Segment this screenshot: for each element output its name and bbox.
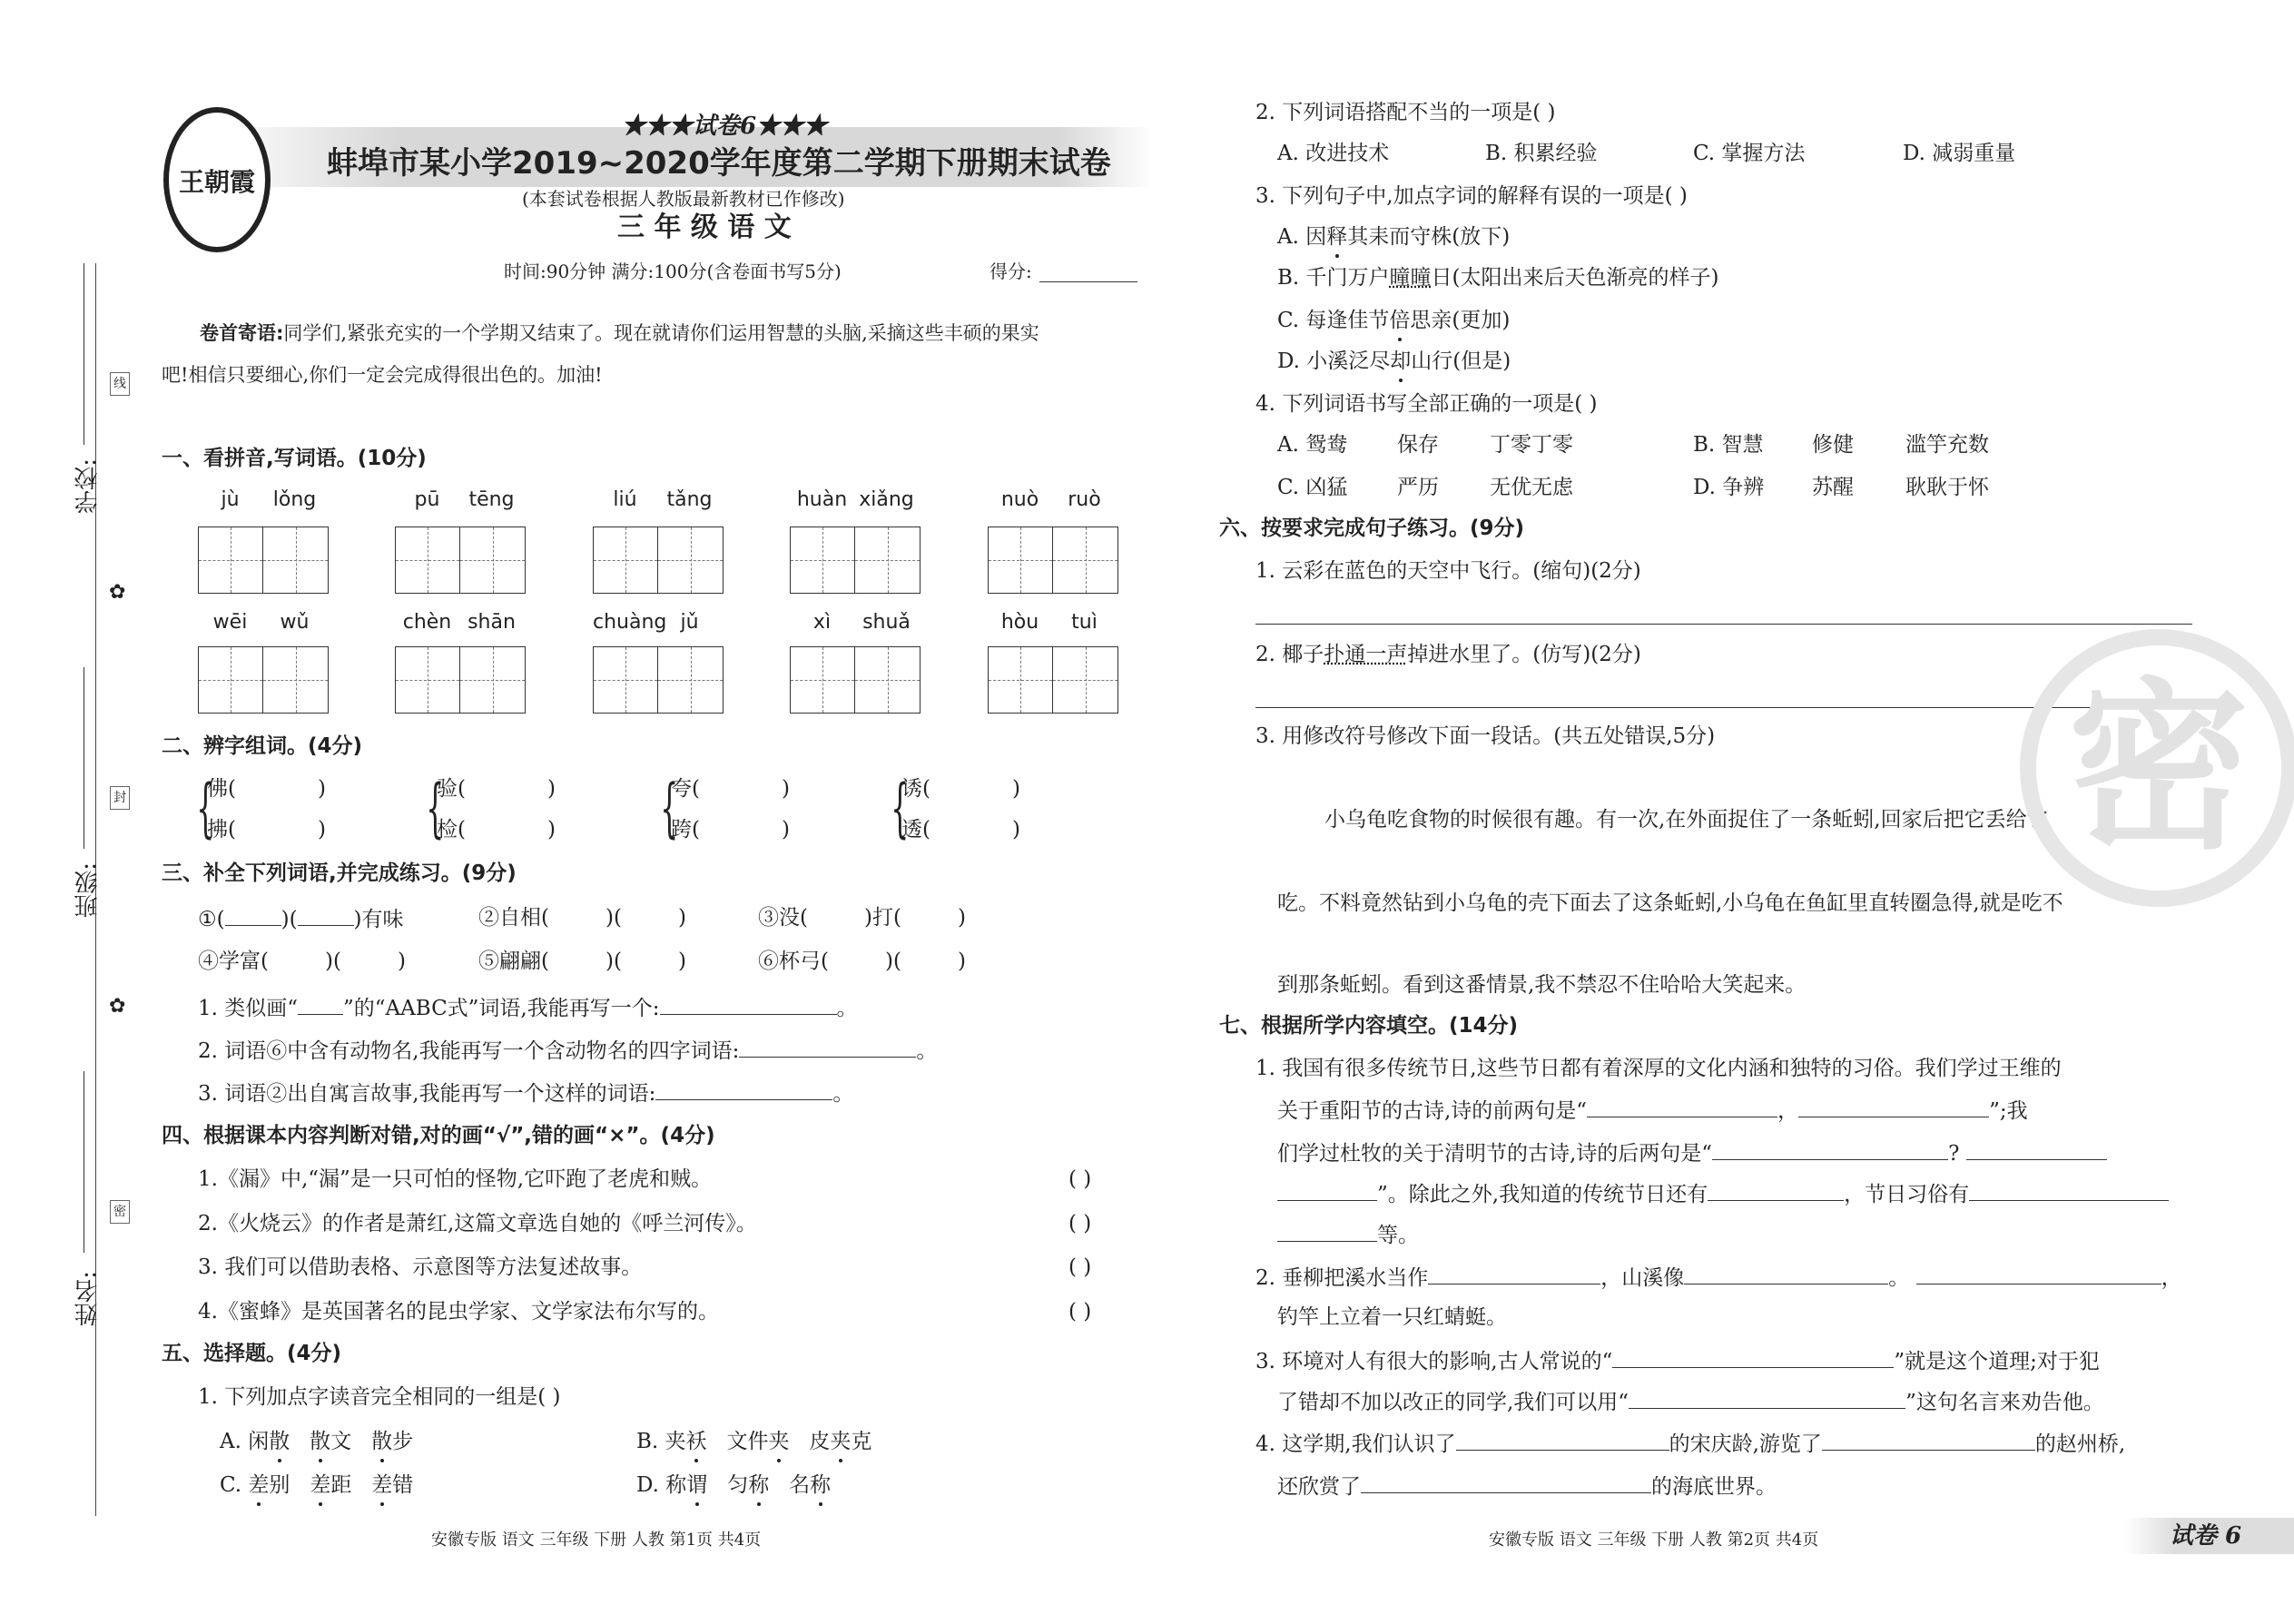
answer-blank[interactable]: [1798, 1096, 1989, 1117]
word-pair-item[interactable]: [901, 775, 1020, 802]
grid-cell[interactable]: [263, 647, 328, 713]
option-d[interactable]: D. 小溪泛尽却山行(但是): [1277, 349, 1511, 373]
answer-blank[interactable]: [1456, 1429, 1669, 1451]
s7-q1-line: 们学过杜牧的关于清明节的古诗,诗的后两句是“ ?: [1277, 1138, 2107, 1167]
answer-blank[interactable]: [1361, 1471, 1651, 1493]
idiom-text: ): [677, 906, 686, 930]
paper-tag: 试卷 6: [2124, 1518, 2294, 1554]
idiom-text: )(: [281, 908, 298, 931]
option-a[interactable]: A. 改进技术: [1277, 142, 1390, 165]
paren-close: ): [317, 777, 326, 801]
answer-blank[interactable]: [1822, 1429, 2035, 1451]
grid-cell[interactable]: [791, 647, 855, 713]
judgement-item: 4.《蜜蜂》是英国著名的昆虫学家、文学家法布尔写的。: [198, 1299, 719, 1324]
s3-question-3: 3. 词语②出自寓言故事,我能再写一个这样的词语: 。: [198, 1078, 853, 1107]
option-c[interactable]: C. 每逢佳节倍思亲(更加): [1277, 309, 1511, 332]
writing-grid[interactable]: [198, 527, 329, 594]
section-3-title: 三、补全下列词语,并完成练习。(9分): [162, 861, 517, 885]
paragraph-line: 吃。不料竟然钻到小乌龟的壳下面去了这条蚯蚓,小乌龟在鱼缸里直转圈急得,就是吃不: [1277, 891, 2063, 915]
paren-close: ): [1011, 818, 1020, 842]
watermark-seal: 密: [2020, 629, 2294, 907]
idiom-item[interactable]: [758, 904, 966, 931]
idiom-item[interactable]: [478, 904, 686, 931]
word-pair-item[interactable]: [437, 816, 556, 843]
page-footer: 安徽专版 语文 三年级 下册 人教 第2页 共4页: [1489, 1530, 1819, 1550]
pinyin-label: wēi: [212, 611, 248, 634]
page-footer: 安徽专版 语文 三年级 下册 人教 第1页 共4页: [431, 1530, 762, 1550]
idiom-text: ): [957, 906, 966, 930]
name-label: 姓名:: [74, 1271, 102, 1326]
answer-paren[interactable]: ( ): [1068, 1167, 1092, 1191]
s7-q3-line: 了错却不加以改正的同学,我们可以用“ ”这句名言来劝告他。: [1277, 1387, 2104, 1416]
idiom-text: ): [677, 950, 686, 973]
answer-blank[interactable]: [1684, 1263, 1888, 1284]
s6-question-3: 3. 用修改符号修改下面一段话。(共五处错误,5分): [1255, 724, 1716, 748]
idiom-text: )(: [324, 950, 341, 973]
option-word: 耿耿于怀: [1905, 476, 1989, 499]
score-field[interactable]: [1039, 281, 1137, 282]
answer-blank[interactable]: [1428, 1263, 1600, 1284]
option-word: 滥竽充数: [1905, 433, 1989, 457]
pinyin-label: pū: [414, 488, 440, 511]
grid-cell[interactable]: [263, 527, 328, 593]
s7-q2-line: 2. 垂柳把溪水当作 ，山溪像 。 ，: [1255, 1263, 2182, 1292]
grid-cell[interactable]: [199, 647, 263, 713]
s6-question-2: 2. 椰子扑通一声掉进水里了。(仿写)(2分): [1255, 643, 1641, 666]
subject-title: 三 年 级 语 文: [617, 212, 792, 243]
idiom-item[interactable]: [198, 948, 406, 975]
pinyin-label: nuò: [1000, 488, 1039, 511]
char-label: 检(: [437, 818, 466, 842]
grid-cell[interactable]: [989, 647, 1053, 713]
word-pair-item[interactable]: [207, 775, 326, 802]
char-label: 透(: [901, 818, 930, 842]
s7-q1-line: 等。: [1277, 1220, 1419, 1249]
intro-text: 吧!相信只要细心,你们一定会完成得很出色的。加油!: [162, 364, 603, 386]
school-label: 学校:: [74, 458, 102, 514]
idiom-text: ): [957, 950, 966, 973]
word-pair-item[interactable]: [671, 816, 790, 843]
section-2-title: 二、辨字组词。(4分): [162, 734, 363, 758]
section-7-title: 七、根据所学内容填空。(14分): [1219, 1014, 1519, 1038]
grid-cell[interactable]: [594, 527, 658, 593]
paren-close: ): [781, 818, 790, 842]
pinyin-label: hòu: [1000, 611, 1039, 634]
s7-q4-line: 4. 这学期,我们认识了 的宋庆龄,游览了 的赵州桥,: [1255, 1429, 2125, 1458]
option-d[interactable]: D. 减弱重量: [1903, 142, 2016, 165]
grid-cell[interactable]: [658, 647, 723, 713]
idiom-text: ④学富(: [198, 950, 269, 973]
flower-icon: ✿: [109, 995, 126, 1018]
pinyin-label: tēng: [468, 488, 515, 511]
grid-cell[interactable]: [989, 527, 1053, 593]
pinyin-label: tǎng: [666, 488, 713, 511]
option-word: 严历: [1397, 476, 1439, 499]
idiom-item[interactable]: [758, 948, 966, 975]
option-c[interactable]: C. 差别 差距 差错: [220, 1473, 414, 1497]
pinyin-label: xì: [812, 611, 832, 634]
class-label: 班级:: [74, 862, 102, 918]
option-word: 修健: [1812, 433, 1854, 457]
brace-icon: {: [196, 771, 215, 845]
idiom-text: ⑥杯弓(: [758, 950, 829, 973]
pinyin-label: shuǎ: [862, 611, 911, 634]
s7-q2-line: 钓竿上立着一只红蜻蜓。: [1277, 1305, 1507, 1329]
pinyin-label: tuì: [1071, 611, 1098, 634]
s5-question-2: 2. 下列词语搭配不当的一项是( ): [1255, 101, 1556, 124]
section-6-title: 六、按要求完成句子练习。(9分): [1219, 517, 1525, 540]
option-b[interactable]: B. 积累经验: [1485, 142, 1598, 165]
pinyin-label: chuàng: [593, 611, 667, 634]
option-d[interactable]: D. 称谓 匀称 名称: [636, 1473, 832, 1497]
option-b[interactable]: B. 智慧: [1693, 433, 1764, 457]
answer-blank[interactable]: [1708, 1179, 1844, 1201]
answer-blank[interactable]: [1916, 1263, 2161, 1284]
judgement-item: 1.《漏》中,“漏”是一只可怕的怪物,它吓跑了老虎和贼。: [198, 1167, 713, 1191]
option-a[interactable]: A. 闲散 散文 散步: [220, 1430, 414, 1453]
writing-grid[interactable]: [988, 527, 1118, 594]
idiom-text: ②自相(: [478, 906, 549, 930]
option-word: 保存: [1397, 433, 1439, 457]
answer-blank[interactable]: [1277, 1179, 1377, 1201]
s6-question-1: 1. 云彩在蓝色的天空中飞行。(缩句)(2分): [1255, 559, 1641, 583]
paren-close: ): [317, 818, 326, 842]
writing-grid[interactable]: [593, 527, 724, 594]
word-pair-item[interactable]: [207, 816, 326, 843]
seal-mark: 密: [110, 1200, 130, 1224]
answer-blank[interactable]: [1969, 1179, 2169, 1201]
paren-close: ): [546, 818, 556, 842]
grid-cell[interactable]: [1053, 647, 1117, 713]
idiom-text: )打(: [863, 906, 901, 930]
idiom-text: ⑤翩翩(: [478, 950, 549, 973]
brace-icon: {: [891, 771, 910, 845]
s5-question-1: 1. 下列加点字读音完全相同的一组是( ): [198, 1385, 561, 1409]
idiom-text: ): [397, 950, 406, 973]
grid-cell[interactable]: [1053, 527, 1117, 593]
idiom-item[interactable]: [198, 904, 404, 933]
answer-blank[interactable]: [739, 1036, 916, 1058]
char-label: 夸(: [671, 777, 700, 801]
section-5-title: 五、选择题。(4分): [162, 1342, 342, 1365]
writing-grid[interactable]: [395, 646, 526, 714]
option-d[interactable]: D. 争辨: [1693, 476, 1765, 499]
pinyin-label: chèn: [402, 611, 452, 634]
writing-grid[interactable]: [395, 527, 526, 594]
grid-cell[interactable]: [396, 647, 460, 713]
pinyin-label: huàn: [796, 488, 848, 511]
s7-q4-line: 还欣赏了 的海底世界。: [1277, 1471, 1777, 1501]
exam-meta: 时间:90分钟 满分:100分(含卷面书写5分): [504, 261, 842, 282]
option-word: 苏醒: [1812, 476, 1854, 499]
judgement-item: 2.《火烧云》的作者是萧红,这篇文章选自她的《呼兰河传》。: [198, 1211, 757, 1235]
option-c[interactable]: C. 凶猛: [1277, 476, 1348, 499]
writing-grid[interactable]: [790, 646, 921, 714]
writing-grid[interactable]: [593, 646, 724, 714]
writing-grid[interactable]: [198, 646, 329, 714]
grid-cell[interactable]: [396, 527, 460, 593]
brace-icon: {: [660, 771, 679, 845]
pinyin-label: lǒng: [272, 488, 317, 511]
answer-paren[interactable]: ( ): [1068, 1299, 1092, 1324]
idiom-text: )有味: [353, 908, 404, 931]
idiom-text: )(: [884, 950, 901, 973]
judgement-item: 3. 我们可以借助表格、示意图等方法复述故事。: [198, 1255, 643, 1279]
grid-cell[interactable]: [855, 527, 920, 593]
intro-text: 卷首寄语:同学们,紧张充实的一个学期又结束了。现在就请你们运用智慧的头脑,采摘这些丰硕的果实: [200, 322, 1039, 344]
answer-blank[interactable]: [1629, 1387, 1905, 1409]
word-pair-item[interactable]: [901, 816, 1020, 843]
option-word: 丁零丁零: [1490, 433, 1573, 457]
seal-mark: 线: [110, 372, 130, 396]
answer-blank[interactable]: [655, 1078, 832, 1100]
char-label: 佛(: [207, 777, 236, 801]
option-b[interactable]: B. 夹袄 文件夹 皮夹克: [636, 1430, 872, 1453]
idiom-text: )(: [605, 906, 622, 930]
char-label: 诱(: [901, 777, 930, 801]
answer-blank[interactable]: [1966, 1138, 2107, 1160]
pinyin-label: liú: [613, 488, 637, 511]
score-label: 得分:: [989, 261, 1032, 282]
paren-close: ): [546, 777, 556, 801]
grid-cell[interactable]: [658, 527, 723, 593]
s7-q1-line: 关于重阳节的古诗,诗的前两句是“ ， ”;我: [1277, 1096, 2028, 1125]
word-pair-item[interactable]: [437, 775, 556, 802]
paren-close: ): [1011, 777, 1020, 801]
section-4-title: 四、根据课本内容判断对错,对的画“√”,错的画“×”。(4分): [162, 1124, 715, 1147]
pinyin-label: jù: [221, 488, 240, 511]
answer-paren[interactable]: ( ): [1068, 1211, 1092, 1235]
idiom-text: )(: [605, 950, 622, 973]
idiom-text: ③没(: [758, 906, 808, 930]
pinyin-label: ruò: [1068, 488, 1101, 511]
pinyin-label: wǔ: [280, 611, 310, 634]
idiom-item[interactable]: [478, 948, 686, 975]
char-label: 验(: [437, 777, 466, 801]
answer-blank[interactable]: [660, 993, 837, 1015]
s3-question-2: 2. 词语⑥中含有动物名,我能再写一个含动物名的四字词语: 。: [198, 1036, 937, 1065]
option-b[interactable]: B. 千门万户曈曈日(太阳出来后天色渐亮的样子): [1277, 266, 1719, 290]
answer-blank[interactable]: [1277, 1220, 1377, 1242]
paper-badge: ★★★试卷6★★★: [622, 113, 828, 140]
s7-q1-line: ”。除此之外,我知道的传统节日还有 ，节日习俗有: [1277, 1179, 2169, 1208]
s5-question-3: 3. 下列句子中,加点字词的解释有误的一项是( ): [1255, 184, 1688, 208]
grid-cell[interactable]: [460, 647, 525, 713]
idiom-blank[interactable]: [298, 904, 354, 926]
s7-q3-line: 3. 环境对人有很大的影响,古人常说的“ ”就是这个道理;对于犯: [1255, 1346, 2100, 1375]
option-a[interactable]: A. 鸳鸯: [1277, 433, 1348, 457]
answer-paren[interactable]: ( ): [1068, 1255, 1092, 1279]
word-pair-item[interactable]: [671, 775, 790, 802]
option-word: 无优无虑: [1490, 476, 1573, 499]
flower-icon: ✿: [109, 581, 126, 604]
seal-mark: 封: [110, 786, 130, 810]
exam-subtitle: (本套试卷根据人教版最新教材已作修改): [522, 188, 845, 210]
writing-grid[interactable]: [790, 527, 921, 594]
grid-cell[interactable]: [199, 527, 263, 593]
answer-blank[interactable]: [1587, 1096, 1777, 1117]
idiom-blank[interactable]: [225, 904, 281, 926]
pinyin-label: xiǎng: [859, 488, 914, 511]
answer-blank[interactable]: [1612, 1346, 1894, 1368]
pinyin-label: shān: [468, 611, 516, 634]
s3-question-1: 1. 类似画“ ”的“AABC式”词语,我能再写一个: 。: [198, 993, 858, 1022]
brace-icon: {: [426, 771, 445, 845]
exam-title: 蚌埠市某小学2019~2020学年度第二学期下册期末试卷: [327, 145, 1111, 182]
paragraph-line: 到那条蚯蚓。看到这番情景,我不禁忍不住哈哈大笑起来。: [1277, 973, 1807, 997]
paragraph-line: 小乌龟吃食物的时候很有趣。有一次,在外面捉住了一条蚯蚓,回家后把它丢给它: [1324, 808, 2048, 832]
pinyin-label: jǔ: [680, 611, 699, 634]
writing-grid[interactable]: [988, 646, 1118, 714]
char-label: 拂(: [207, 818, 236, 842]
grid-cell[interactable]: [791, 527, 855, 593]
section-1-title: 一、看拼音,写词语。(10分): [162, 447, 427, 470]
char-label: 跨(: [671, 818, 700, 842]
answer-line[interactable]: [1255, 624, 2192, 625]
idiom-text: ①(: [198, 908, 225, 931]
paren-close: ): [781, 777, 790, 801]
grid-cell[interactable]: [594, 647, 658, 713]
option-c[interactable]: C. 掌握方法: [1693, 142, 1806, 165]
logo: 王朝霞: [163, 107, 271, 252]
grid-cell[interactable]: [855, 647, 920, 713]
grid-cell[interactable]: [460, 527, 525, 593]
answer-blank[interactable]: [1712, 1138, 1948, 1160]
s7-q1-line: 1. 我国有很多传统节日,这些节日都有着深厚的文化内涵和独特的习俗。我们学过王维的: [1255, 1057, 2062, 1080]
s5-question-4: 4. 下列词语书写全部正确的一项是( ): [1255, 392, 1598, 416]
option-a[interactable]: A. 因释其耒而守株(放下): [1277, 225, 1511, 249]
